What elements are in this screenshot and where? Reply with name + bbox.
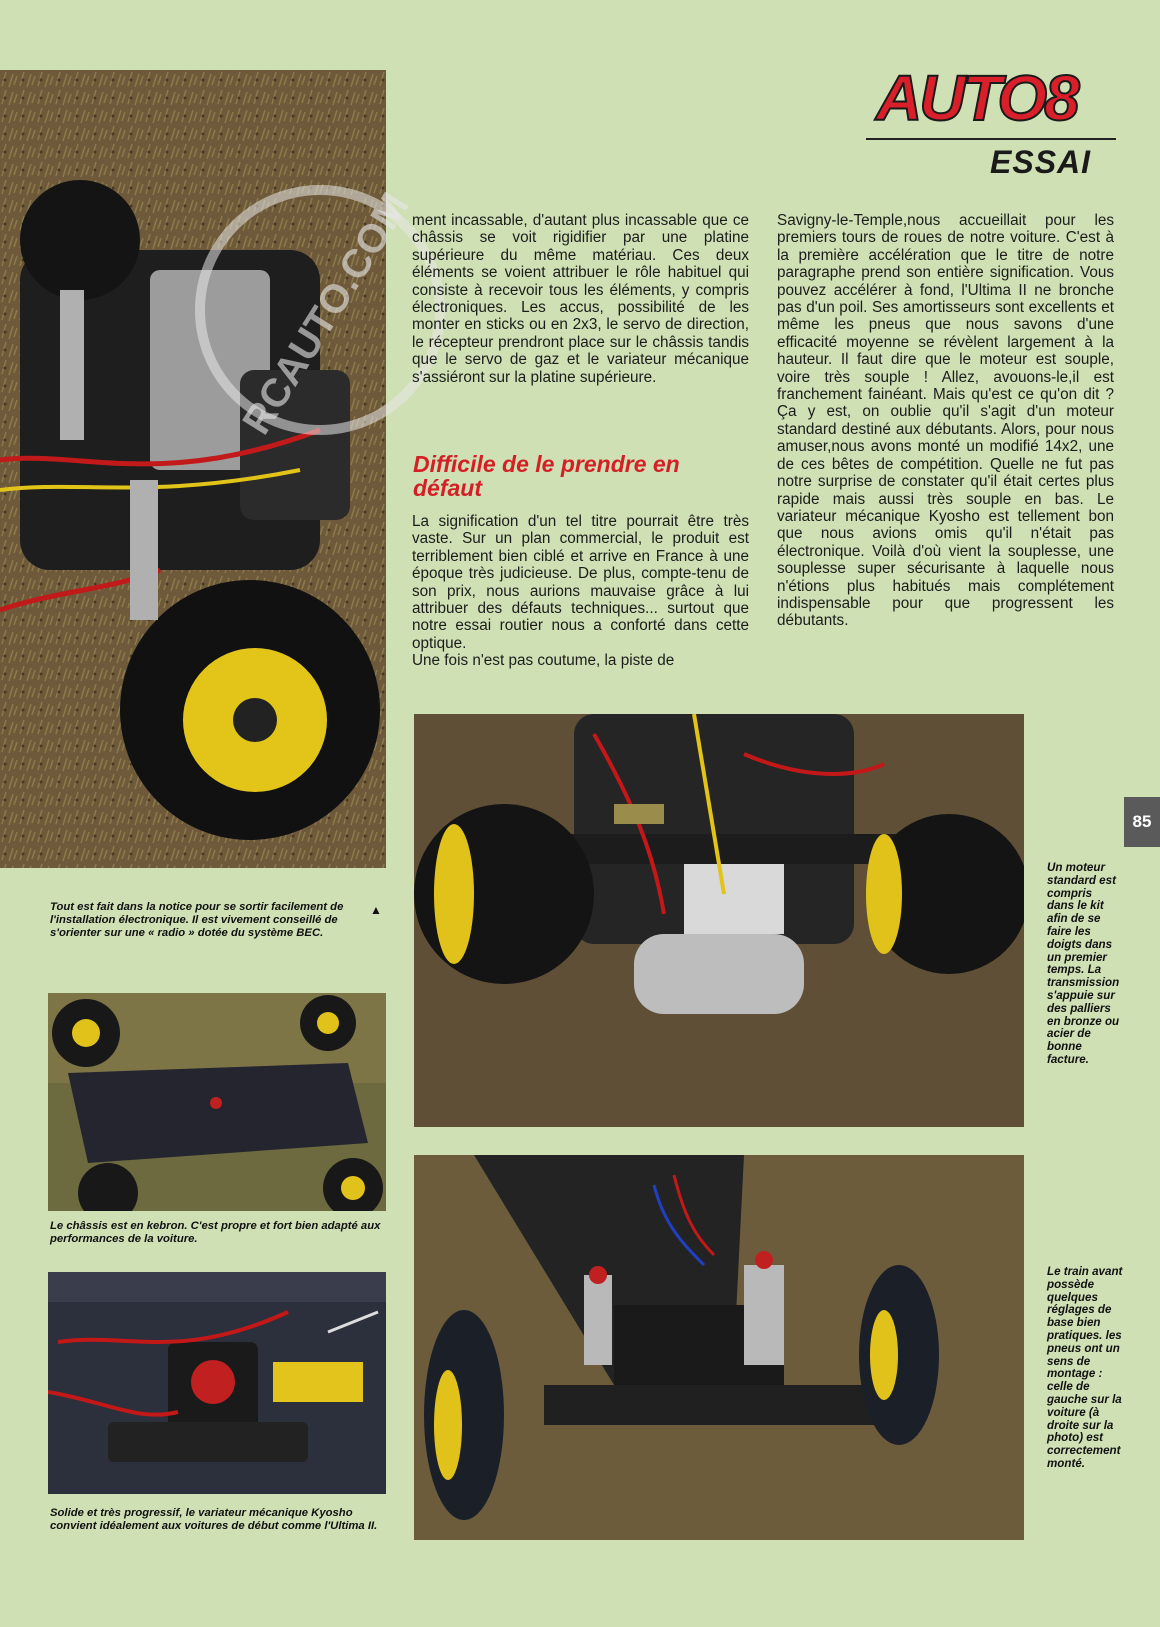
- caption-marker: ▲: [370, 903, 382, 917]
- photo-chassis: [48, 993, 386, 1211]
- article-paragraph: Savigny-le-Temple,nous accueillait pour les premiers tours de roues de notre voiture. C'est à la première accélération que le titre de notre paragraphe prend son entière signification. Vous pouvez accélérer à fond, l'Ultima II ne bronche pas d'un poil. Ses amortisseurs sont excellents et même les pneus que nous savons d'une efficacité moyenne se révèlent largement à la hauteur. Il faut dire que le moteur est souple, voire très souple ! Allez, avouons-le,il est franchement fainéant. Mais qu'est ce qu'on dit ? Ça y est, on oublie qu'il s'agit d'un moteur standard destiné aux débutants. Alors, pour nous amuser,nous avons monté un modifié 14x2, une de ces bêtes de compétition. Quelle ne fut pas notre surprise de constater qu'il était certes plus rapide mais aussi très souple en bas. Le variateur mécanique Kyosho est tellement bon que nous avions omis qu'il n'était pas électronique. Voilà d'où vient la souplesse, une souplesse super sécurisante à laquelle nous n'étions plus habitués mais complétement indispensable pour que progressent les débutants.: [777, 212, 1114, 630]
- article-column-1: [412, 212, 749, 386]
- masthead-logo: [866, 62, 1126, 186]
- article-paragraph: ment incassable, d'autant plus incassable que ce châssis se voit rigidifier par une platine supérieure du même matériau. Ces deux éléments se voient attribuer le rôle habituel qui consiste à recevoir tous les éléments, y compris électroniques. Les accus, possibilité de les monter en sticks ou en 2x3, le servo de direction, le récepteur prendront place sur le châssis tandis que le servo de gaz et le variateur mécanique s'assiéront sur la platine supérieure.: [412, 212, 749, 386]
- masthead-rule: [866, 138, 1116, 140]
- photo-train-avant: [414, 1155, 1024, 1540]
- watermark-text: RCAUTO.COM: [234, 185, 418, 442]
- photo-moteur: [414, 714, 1024, 1127]
- photo-variateur: [48, 1272, 386, 1494]
- article-column-1-lower: [412, 513, 749, 670]
- caption-train-avant: Le train avant possède quelques réglages de base bien pratiques. les pneus ont un sens de montage : celle de gauche sur la voiture (à droite sur la photo) est correctement monté.: [1047, 1265, 1123, 1470]
- page-number: 85: [1124, 797, 1160, 847]
- masthead-brand: AUTO8: [876, 62, 1077, 134]
- caption-variateur: Solide et très progressif, le variateur mécanique Kyosho convient idéalement aux voitures de début comme l'Ultima II.: [50, 1507, 378, 1532]
- article-paragraph: Une fois n'est pas coutume, la piste de: [412, 652, 675, 670]
- caption-top-left: Tout est fait dans la notice pour se sortir facilement de l'installation électronique. Il est vivement conseillé de s'orienter sur une « radio » dotée du système BEC.: [50, 901, 344, 939]
- article-paragraph: La signification d'un tel titre pourrait être très vaste. Sur un plan commercial, le produit est terriblement bien ciblé et arrive en France à une époque très judicieuse. De plus, compte-tenu de son prix, nous aurions mauvaise grâce à lui attribuer des défauts techniques... surtout que notre essai routier nous a conforté dans cette optique.: [412, 513, 749, 652]
- section-heading: Difficile de le prendre en défaut: [413, 451, 680, 501]
- caption-chassis: Le châssis est en kebron. C'est propre et fort bien adapté aux performances de la voiture.: [50, 1220, 381, 1245]
- masthead-section: ESSAI: [990, 144, 1092, 180]
- caption-moteur: Un moteur standard est compris dans le kit afin de se faire les doigts dans un premier temps. La transmission s'appuie sur des palliers en bronze ou acier de bonne facture.: [1047, 861, 1120, 1066]
- article-column-2: [777, 212, 1114, 630]
